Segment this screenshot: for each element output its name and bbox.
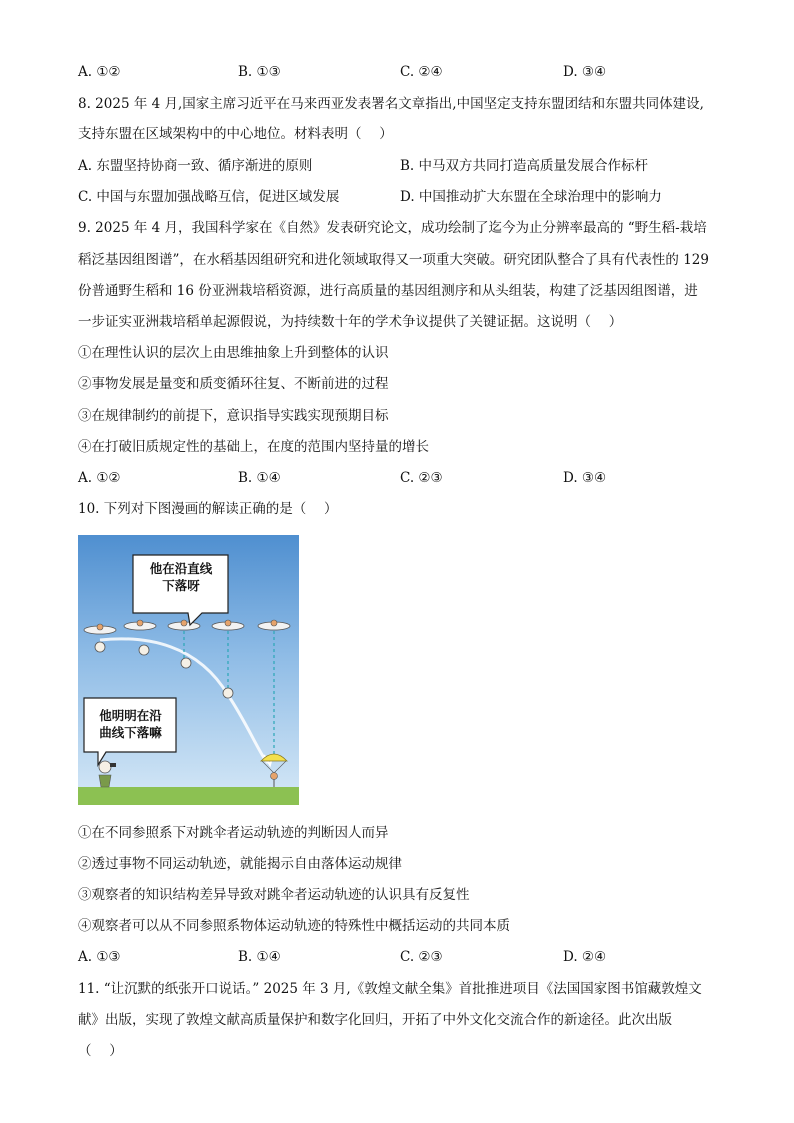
speech-bubble-bottom — [85, 707, 176, 741]
q9-statement: ①在理性认识的层次上由思维抽象上升到整体的认识 — [78, 345, 389, 361]
q8-option-b: B. 中马双方共同打造高质量发展合作标杆 — [400, 158, 649, 174]
q7-option-b: B. ①③ — [238, 64, 281, 80]
q7-option-c: C. ②④ — [400, 64, 443, 80]
speech-bubble-top — [134, 560, 228, 594]
q10-statement: ③观察者的知识结构差异导致对跳伞者运动轨迹的认识具有反复性 — [78, 887, 470, 903]
q9-option-b: B. ①④ — [238, 470, 281, 486]
speech-bubble-top-line: 下落呀 — [162, 578, 200, 593]
q10-statement: ①在不同参照系下对跳伞者运动轨迹的判断因人而异 — [78, 825, 389, 841]
q11-stem-line: （ ） — [78, 1043, 123, 1059]
q9-stem-line: 份普通野生稻和 16 份亚洲栽培稻资源，进行高质量的基因组测序和从头组装，构建了泛基因组图谱，进 — [78, 283, 698, 299]
q9-option-a: A. ①② — [78, 470, 121, 486]
q10-statement: ④观察者可以从不同参照系物体运动轨迹的特殊性中概括运动的共同本质 — [78, 918, 510, 934]
q10-option-c: C. ②③ — [400, 949, 443, 965]
q10-stem: 10. 下列对下图漫画的解读正确的是（ ） — [78, 501, 338, 517]
q10-option-b: B. ①④ — [238, 949, 281, 965]
q8-option-c: C. 中国与东盟加强战略互信，促进区域发展 — [78, 189, 340, 205]
q8-stem-line: 支持东盟在区域架构中的中心地位。材料表明（ ） — [78, 126, 393, 142]
q10-statement: ②透过事物不同运动轨迹，就能揭示自由落体运动规律 — [78, 856, 402, 872]
q11-stem-line: 献》出版，实现了敦煌文献高质量保护和数字化回归，开拓了中外文化交流合作的新途径。此次出版 — [78, 1012, 672, 1028]
q9-statement: ②事物发展是量变和质变循环往复、不断前进的过程 — [78, 376, 389, 392]
q9-statement: ④在打破旧质规定性的基础上，在度的范围内坚持量的增长 — [78, 439, 429, 455]
q9-statement: ③在规律制约的前提下，意识指导实践实现预期目标 — [78, 408, 389, 424]
q7-option-d: D. ③④ — [563, 64, 607, 80]
parachute-cartoon — [78, 535, 299, 805]
speech-bubble-bottom-line: 曲线下落嘛 — [99, 725, 162, 740]
speech-bubble-top-line: 他在沿直线 — [149, 561, 213, 576]
q8-option-a: A. 东盟坚持协商一致、循序渐进的原则 — [78, 158, 313, 174]
q8-stem-line: 8. 2025 年 4 月,国家主席习近平在马来西亚发表署名文章指出,中国坚定支持东盟团结和东盟共同体建设, — [78, 96, 704, 112]
q10-option-d: D. ②④ — [563, 949, 607, 965]
q11-stem-line: 11. “让沉默的纸张开口说话。” 2025 年 3 月,《敦煌文献全集》首批推进项目《法国国家图书馆藏敦煌文 — [78, 981, 702, 997]
q7-option-a: A. ①② — [78, 64, 121, 80]
speech-bubble-bottom-line: 他明明在沿 — [99, 708, 162, 723]
q9-option-d: D. ③④ — [563, 470, 607, 486]
q8-option-d: D. 中国推动扩大东盟在全球治理中的影响力 — [400, 189, 662, 205]
q9-stem-line: 稻泛基因组图谱”，在水稻基因组研究和进化领域取得又一项重大突破。研究团队整合了具有代表性的 129 — [78, 252, 709, 268]
q9-option-c: C. ②③ — [400, 470, 443, 486]
q9-stem-line: 9. 2025 年 4 月，我国科学家在《自然》发表研究论文，成功绘制了迄今为止分辨率最高的 “野生稻-栽培 — [78, 220, 707, 236]
q9-stem-line: 一步证实亚洲栽培稻单起源假说，为持续数十年的学术争议提供了关键证据。这说明（ ） — [78, 314, 623, 330]
q10-option-a: A. ①③ — [78, 949, 121, 965]
